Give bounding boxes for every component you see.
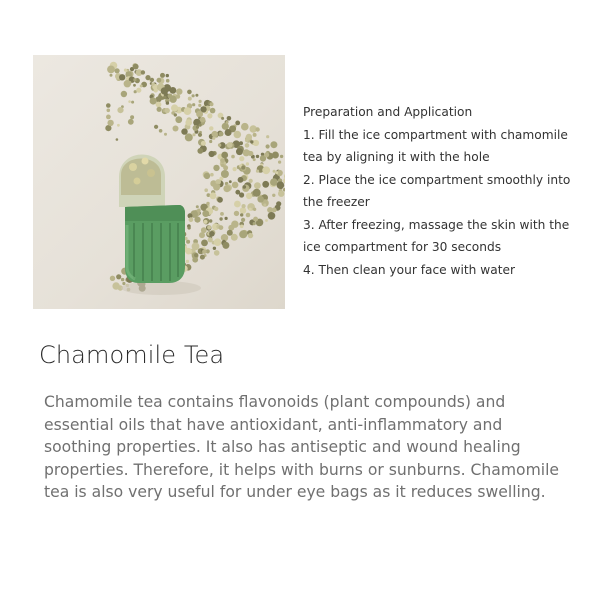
chamomile-flower bbox=[265, 219, 268, 222]
chamomile-flower bbox=[210, 173, 214, 177]
chamomile-flower bbox=[119, 74, 125, 80]
chamomile-flower bbox=[253, 222, 256, 225]
chamomile-flower bbox=[214, 238, 222, 246]
chamomile-flower bbox=[166, 79, 170, 83]
chamomile-flower bbox=[209, 140, 212, 143]
chamomile-flower bbox=[198, 133, 202, 137]
chamomile-flower bbox=[212, 131, 218, 137]
chamomile-flower bbox=[213, 247, 216, 250]
chamomile-flower bbox=[130, 115, 134, 119]
chamomile-flower bbox=[262, 166, 270, 174]
chamomile-flower bbox=[278, 191, 284, 197]
chamomile-flower bbox=[141, 70, 145, 74]
chamomile-flower bbox=[157, 78, 162, 83]
chamomile-flower bbox=[117, 124, 120, 127]
chamomile-flower bbox=[238, 177, 244, 183]
chamomile-flower bbox=[262, 181, 269, 188]
chamomile-flower bbox=[192, 103, 195, 106]
chamomile-flower bbox=[127, 81, 131, 85]
instructions-line: 3. After freezing, massage the skin with the bbox=[303, 217, 570, 232]
chamomile-flower bbox=[122, 282, 125, 285]
chamomile-flower bbox=[277, 181, 285, 189]
chamomile-flower bbox=[243, 185, 247, 189]
chamomile-flower bbox=[241, 123, 249, 131]
chamomile-flower bbox=[116, 274, 121, 279]
chamomile-flower bbox=[140, 85, 143, 88]
chamomile-flower bbox=[246, 162, 249, 165]
chamomile-flower bbox=[232, 182, 239, 189]
chamomile-flower bbox=[256, 155, 259, 158]
chamomile-flower bbox=[176, 94, 181, 99]
chamomile-flower bbox=[254, 191, 259, 196]
chamomile-flower bbox=[253, 133, 257, 137]
chamomile-flower bbox=[170, 87, 177, 94]
chamomile-flower bbox=[266, 135, 269, 138]
chamomile-flower bbox=[173, 126, 179, 132]
chamomile-flower bbox=[236, 148, 243, 155]
chamomile-flower bbox=[249, 208, 252, 211]
chamomile-flower bbox=[270, 178, 278, 186]
instructions-line: 1. Fill the ice compartment with chamomile bbox=[303, 127, 568, 142]
chamomile-flower bbox=[267, 207, 273, 213]
chamomile-flower bbox=[209, 126, 213, 130]
chamomile-flower bbox=[195, 94, 198, 97]
chamomile-flower bbox=[209, 219, 212, 222]
chamomile-flower bbox=[194, 253, 198, 257]
chamomile-flower bbox=[242, 204, 246, 208]
chamomile-flower bbox=[110, 276, 115, 281]
chamomile-flower bbox=[110, 74, 113, 77]
chamomile-flower bbox=[249, 179, 253, 183]
section-body: Chamomile tea contains flavonoids (plant compounds) and essential oils that have antioxidant, anti-inflammatory and soothing properties. It also has antiseptic and wound healing properties. Therefore, it helps with burns or sunburns. Chamomile tea is also very useful for under eye bags as it reduces swelling. bbox=[44, 393, 560, 502]
chamomile-flower bbox=[226, 121, 229, 124]
chamomile-flower bbox=[174, 113, 177, 116]
chamomile-flower bbox=[185, 133, 193, 141]
chamomile-flower bbox=[241, 166, 245, 170]
chamomile-flower bbox=[116, 138, 119, 141]
chamomile-flower bbox=[192, 133, 195, 136]
chamomile-flower bbox=[253, 217, 258, 222]
chamomile-flower bbox=[107, 109, 111, 113]
chamomile-flower bbox=[200, 117, 206, 123]
chamomile-flower bbox=[121, 278, 124, 281]
chamomile-flower bbox=[220, 212, 224, 216]
chamomile-flower bbox=[214, 250, 220, 256]
chamomile-flower bbox=[231, 234, 238, 241]
chamomile-flower bbox=[204, 188, 208, 192]
chamomile-flower bbox=[255, 127, 259, 131]
instructions-heading: Preparation and Application bbox=[303, 105, 473, 119]
chamomile-flower bbox=[273, 170, 276, 173]
instructions-line: ice compartment for 30 seconds bbox=[303, 240, 502, 254]
chamomile-flower bbox=[107, 66, 115, 74]
chamomile-flower bbox=[222, 123, 229, 130]
chamomile-flower bbox=[196, 126, 199, 129]
chamomile-flower bbox=[192, 94, 195, 97]
chamomile-flower bbox=[210, 102, 214, 106]
chamomile-flower bbox=[219, 132, 224, 137]
ice-roller-with-chamomile-icon bbox=[33, 55, 285, 309]
chamomile-flower bbox=[159, 129, 163, 133]
chamomile-flower bbox=[239, 156, 244, 161]
chamomile-flower bbox=[250, 140, 253, 143]
chamomile-flower bbox=[160, 73, 165, 78]
chamomile-flower bbox=[222, 242, 229, 249]
chamomile-flower bbox=[235, 121, 240, 126]
chamomile-flower bbox=[228, 225, 234, 231]
chamomile-flower bbox=[204, 173, 210, 179]
chamomile-flower bbox=[187, 90, 192, 95]
chamomile-flower bbox=[185, 119, 192, 126]
instructions-line: the freezer bbox=[303, 195, 370, 209]
chamomile-flower bbox=[199, 100, 202, 103]
chamomile-flower bbox=[202, 249, 207, 254]
chamomile-flower bbox=[253, 140, 259, 146]
chamomile-flower bbox=[217, 197, 223, 203]
chamomile-flower bbox=[225, 129, 232, 136]
chamomile-flower bbox=[145, 75, 150, 80]
chamomile-flower bbox=[164, 133, 167, 136]
chamomile-flower bbox=[196, 111, 203, 118]
chamomile-flower bbox=[266, 144, 270, 148]
chamomile-flower bbox=[202, 210, 209, 217]
chamomile-flower bbox=[207, 225, 211, 229]
chamomile-flower bbox=[106, 115, 111, 120]
chamomile-flower bbox=[225, 217, 228, 220]
chamomile-flower bbox=[241, 218, 245, 222]
chamomile-flower bbox=[201, 240, 208, 247]
chamomile-flower bbox=[270, 141, 277, 148]
chamomile-flower bbox=[175, 116, 182, 123]
chamomile-flower bbox=[199, 124, 202, 127]
chamomile-flower bbox=[253, 158, 256, 161]
chamomile-flower bbox=[171, 104, 178, 111]
chamomile-flower bbox=[207, 113, 212, 118]
chamomile-flower bbox=[231, 155, 235, 159]
chamomile-flower bbox=[203, 220, 207, 224]
chamomile-flower bbox=[234, 211, 239, 216]
chamomile-flower bbox=[212, 137, 215, 140]
chamomile-flower bbox=[254, 182, 261, 189]
chamomile-flower bbox=[263, 203, 266, 206]
chamomile-flower bbox=[186, 260, 189, 263]
chamomile-flower bbox=[278, 161, 281, 164]
instructions-block bbox=[303, 101, 583, 281]
chamomile-flower bbox=[256, 170, 259, 173]
product-photo bbox=[33, 55, 285, 309]
chamomile-flower bbox=[268, 212, 276, 220]
chamomile-flower bbox=[131, 101, 134, 104]
chamomile-flower bbox=[209, 231, 215, 237]
instructions-line: 4. Then clean your face with water bbox=[303, 262, 515, 277]
chamomile-flower bbox=[245, 143, 250, 148]
chamomile-flower bbox=[128, 100, 131, 103]
chamomile-flower bbox=[227, 142, 233, 148]
chamomile-flower bbox=[214, 207, 218, 211]
chamomile-flower bbox=[210, 192, 217, 199]
chamomile-flower bbox=[165, 108, 170, 113]
chamomile-flower bbox=[213, 184, 220, 191]
chamomile-flower bbox=[128, 119, 134, 125]
chamomile-flower bbox=[218, 143, 221, 146]
chamomile-flower bbox=[240, 225, 244, 229]
chamomile-flower bbox=[201, 141, 206, 146]
chamomile-flower bbox=[283, 188, 285, 191]
chamomile-flower bbox=[115, 68, 120, 73]
chamomile-flower bbox=[107, 120, 113, 126]
chamomile-flower bbox=[221, 163, 225, 167]
chamomile-flower bbox=[208, 237, 213, 242]
chamomile-flower bbox=[234, 131, 242, 139]
chamomile-flower bbox=[246, 193, 252, 199]
chamomile-flower bbox=[106, 103, 111, 108]
chamomile-flower bbox=[166, 101, 169, 104]
chamomile-flower bbox=[257, 196, 264, 203]
chamomile-flower bbox=[196, 205, 199, 208]
chamomile-flower bbox=[213, 165, 219, 171]
chamomile-flower bbox=[206, 202, 209, 205]
chamomile-flower bbox=[233, 167, 237, 171]
chamomile-flower bbox=[176, 88, 182, 94]
chamomile-flower bbox=[184, 107, 192, 115]
instructions-line: tea by aligning it with the hole bbox=[303, 150, 490, 164]
chamomile-flower bbox=[200, 255, 205, 260]
chamomile-flower bbox=[245, 138, 249, 142]
chamomile-flower bbox=[223, 185, 230, 192]
chamomile-flower bbox=[181, 128, 187, 134]
chamomile-flower bbox=[198, 104, 201, 107]
chamomile-flower bbox=[239, 192, 244, 197]
chamomile-flower bbox=[164, 92, 167, 95]
chamomile-flower bbox=[154, 125, 158, 129]
chamomile-flower bbox=[163, 96, 167, 100]
chamomile-flower bbox=[253, 208, 256, 211]
chamomile-flower bbox=[248, 233, 253, 238]
chamomile-flower bbox=[240, 207, 247, 214]
chamomile-flower bbox=[150, 97, 157, 104]
chamomile-flower bbox=[221, 152, 228, 159]
chamomile-flower bbox=[272, 194, 275, 197]
chamomile-flower bbox=[239, 230, 247, 238]
chamomile-flower bbox=[187, 226, 190, 229]
chamomile-flower bbox=[220, 158, 225, 163]
chamomile-flower bbox=[133, 78, 136, 81]
chamomile-flower bbox=[168, 94, 173, 99]
chamomile-flower bbox=[248, 151, 253, 156]
chamomile-flower bbox=[189, 217, 194, 222]
chamomile-flower bbox=[199, 232, 205, 238]
chamomile-flower bbox=[156, 102, 161, 107]
chamomile-flower bbox=[117, 107, 123, 113]
chamomile-flower bbox=[240, 213, 243, 216]
chamomile-flower bbox=[197, 148, 203, 154]
chamomile-flower bbox=[229, 180, 232, 183]
chamomile-flower bbox=[219, 217, 222, 220]
chamomile-flower bbox=[234, 201, 241, 208]
chamomile-flower bbox=[209, 151, 215, 157]
chamomile-flower bbox=[272, 152, 279, 159]
chamomile-flower bbox=[121, 91, 127, 97]
chamomile-flower bbox=[221, 117, 224, 120]
chamomile-flower bbox=[133, 84, 136, 87]
chamomile-flower bbox=[283, 178, 285, 183]
chamomile-flower bbox=[264, 152, 269, 157]
chamomile-flower bbox=[192, 257, 198, 263]
chamomile-flower bbox=[157, 107, 162, 112]
chamomile-flower bbox=[186, 240, 190, 244]
instructions-line: 2. Place the ice compartment smoothly into bbox=[303, 172, 571, 187]
section-title: Chamomile Tea bbox=[39, 341, 225, 369]
chamomile-flower bbox=[275, 171, 278, 174]
chamomile-flower bbox=[166, 74, 169, 77]
chamomile-flower bbox=[227, 116, 232, 121]
chamomile-flower bbox=[188, 97, 192, 101]
chamomile-flower bbox=[219, 225, 224, 230]
chamomile-flower bbox=[151, 82, 154, 85]
chamomile-flower bbox=[133, 64, 139, 70]
chamomile-flower bbox=[150, 78, 154, 82]
chamomile-flower bbox=[246, 213, 251, 218]
chamomile-flower bbox=[210, 108, 216, 114]
chamomile-flower bbox=[136, 88, 141, 93]
chamomile-flower bbox=[280, 155, 283, 158]
